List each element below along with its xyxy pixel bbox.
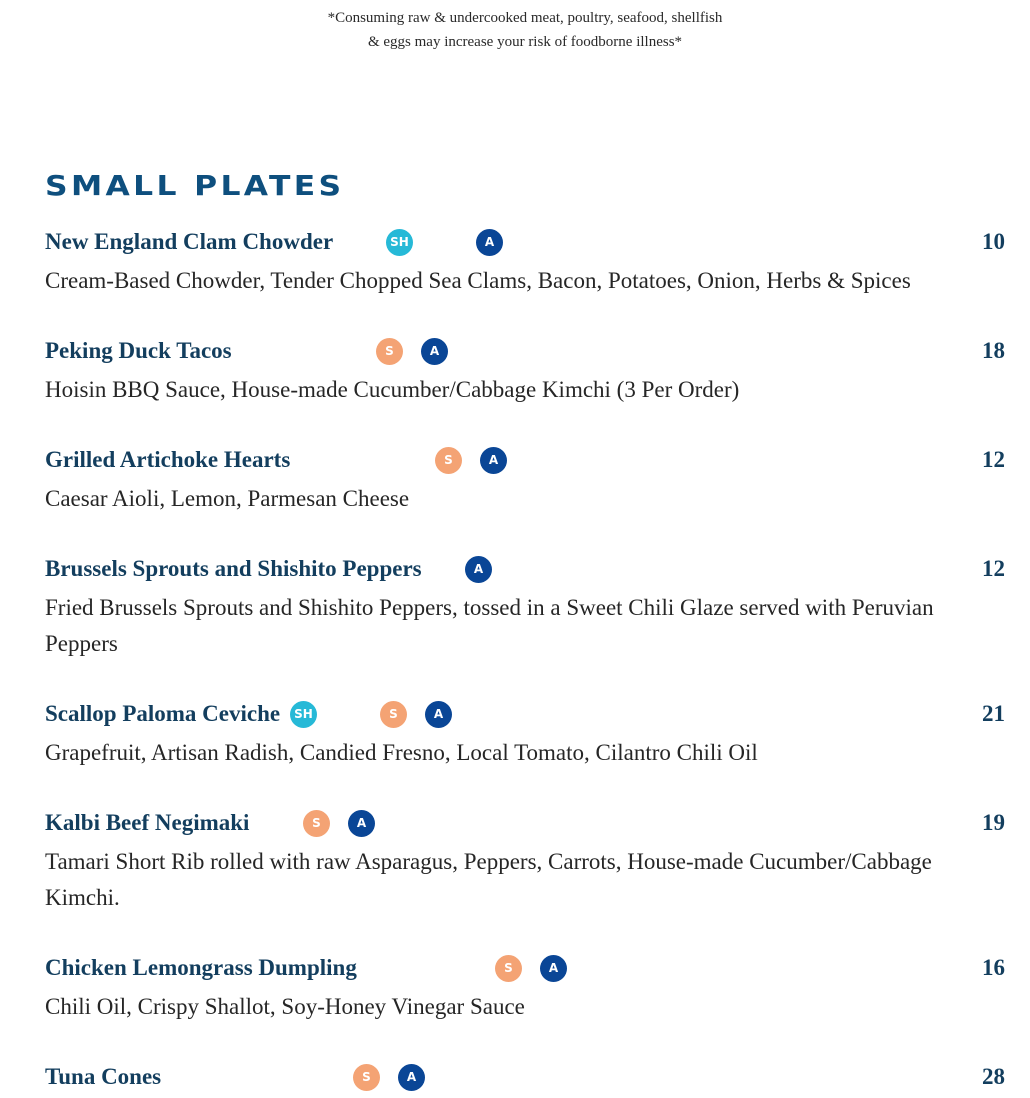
allergen-disclaimer <box>0 6 1030 54</box>
menu-item-name: Tuna Cones <box>45 1064 162 1089</box>
menu-item-chicken-lemongrass-dumpling <box>45 953 1005 1023</box>
menu-item-description: Chili Oil, Crispy Shallot, Soy-Honey Vinegar Sauce <box>45 994 525 1019</box>
menu-item-price: 19 <box>982 810 1005 835</box>
spicy-badge-icon: S <box>353 1064 380 1091</box>
disclaimer-line-1: *Consuming raw & undercooked meat, poultry, seafood, shellfish <box>327 10 723 26</box>
menu-item-price: 21 <box>982 701 1005 726</box>
allergen-a-badge-icon: A <box>398 1064 425 1091</box>
spicy-badge-icon: S <box>495 955 522 982</box>
menu-item-name: Grilled Artichoke Hearts <box>45 447 291 472</box>
menu-item-name: New England Clam Chowder <box>45 229 334 254</box>
shellfish-badge-icon: SH <box>386 229 413 256</box>
menu-item-price: 16 <box>982 955 1005 980</box>
allergen-a-badge-icon: A <box>480 447 507 474</box>
menu-item-name: Peking Duck Tacos <box>45 338 232 363</box>
menu-item-tuna-cones <box>45 1062 1005 1098</box>
menu-item-grilled-artichoke-hearts <box>45 445 1005 515</box>
menu-item-price: 28 <box>982 1064 1005 1089</box>
menu-item-name: Kalbi Beef Negimaki <box>45 810 250 835</box>
menu-item-name: Chicken Lemongrass Dumpling <box>45 955 357 980</box>
spicy-badge-icon: S <box>380 701 407 728</box>
menu-item-name: Brussels Sprouts and Shishito Peppers <box>45 556 422 581</box>
spicy-badge-icon: S <box>376 338 403 365</box>
menu-item-scallop-paloma-ceviche <box>45 699 1005 769</box>
allergen-a-badge-icon: A <box>425 701 452 728</box>
menu-item-kalbi-beef-negimaki <box>45 808 1005 914</box>
menu-item-price: 18 <box>982 338 1005 363</box>
menu-item-description: Tamari Short Rib rolled with raw Asparagus, Peppers, Carrots, House-made Cucumber/Cabbage Kimchi. <box>45 849 932 910</box>
allergen-a-badge-icon: A <box>421 338 448 365</box>
menu-item-description: Cream-Based Chowder, Tender Chopped Sea Clams, Bacon, Potatoes, Onion, Herbs & Spices <box>45 268 911 293</box>
menu-item-description: Hoisin BBQ Sauce, House-made Cucumber/Cabbage Kimchi (3 Per Order) <box>45 377 740 402</box>
allergen-a-badge-icon: A <box>348 810 375 837</box>
allergen-a-badge-icon: A <box>476 229 503 256</box>
menu-item-peking-duck-tacos <box>45 336 1005 406</box>
spicy-badge-icon: S <box>435 447 462 474</box>
section-title: SMALL PLATES <box>45 169 345 202</box>
spicy-badge-icon: S <box>303 810 330 837</box>
menu-item-brussels-sprouts <box>45 554 1005 660</box>
menu-item-price: 12 <box>982 556 1005 581</box>
menu-item-description: Caesar Aioli, Lemon, Parmesan Cheese <box>45 486 410 511</box>
menu-item-name: Scallop Paloma Ceviche <box>45 701 281 726</box>
menu-item-description: Fried Brussels Sprouts and Shishito Peppers, tossed in a Sweet Chili Glaze served with Peruvian Peppers <box>45 595 934 656</box>
disclaimer-line-2: & eggs may increase your risk of foodborne illness* <box>367 34 683 50</box>
menu-item-price: 12 <box>982 447 1005 472</box>
allergen-a-badge-icon: A <box>540 955 567 982</box>
menu-item-price: 10 <box>982 229 1005 254</box>
menu-item-description: Grapefruit, Artisan Radish, Candied Fresno, Local Tomato, Cilantro Chili Oil <box>45 740 758 765</box>
shellfish-badge-icon: SH <box>290 701 317 728</box>
allergen-a-badge-icon: A <box>465 556 492 583</box>
menu-item-clam-chowder <box>45 227 1005 297</box>
